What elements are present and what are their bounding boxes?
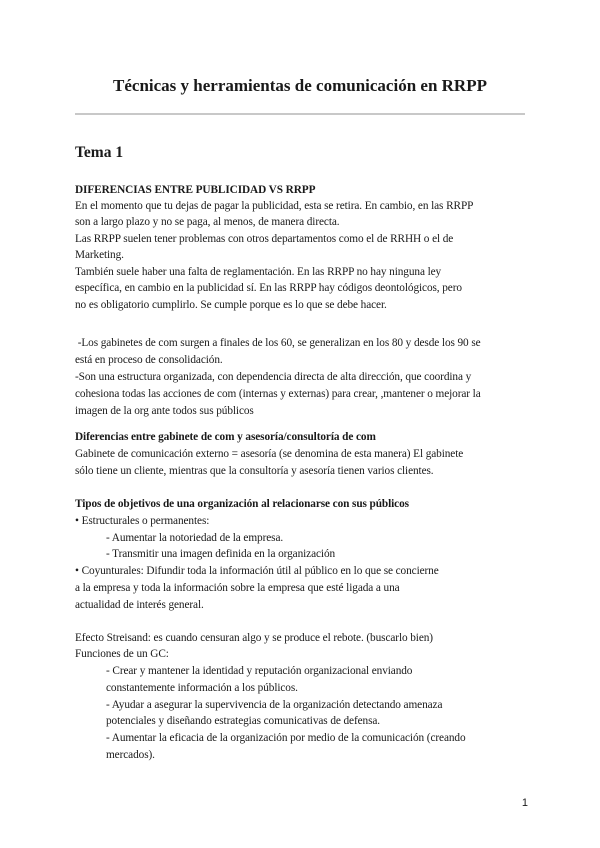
paragraph-line: a la empresa y toda la información sobre la empresa que esté ligada a una xyxy=(75,582,400,594)
paragraph-line: imagen de la org ante todos sus públicos xyxy=(75,405,254,417)
page-number: 1 xyxy=(521,797,528,809)
subsection-heading: Diferencias entre gabinete de com y asesoría/consultoría de com xyxy=(75,431,376,443)
paragraph-line: constantemente información a los públicos. xyxy=(106,682,298,694)
sub-list-item: - Ayudar a asegurar la supervivencia de la organización detectando amenaza xyxy=(106,699,443,711)
paragraph-line: -Son una estructura organizada, con dependencia directa de alta dirección, que coordina y xyxy=(75,371,472,383)
subsection-heading: DIFERENCIAS ENTRE PUBLICIDAD VS RRPP xyxy=(75,184,316,196)
paragraph-line: Gabinete de comunicación externo = asesoría (se denomina de esta manera) El gabinete xyxy=(75,448,464,460)
paragraph-line: -Los gabinetes de com surgen a finales de los 60, se generalizan en los 80 y desde los 90 se xyxy=(75,337,481,349)
paragraph-line: Funciones de un GC: xyxy=(75,648,169,660)
sub-list-item: - Crear y mantener la identidad y reputación organizacional enviando xyxy=(106,665,413,677)
paragraph-line: cohesiona todas las acciones de com (internas y externas) para crear, ,mantener o mejorar la xyxy=(75,388,481,400)
paragraph-line: Efecto Streisand: es cuando censuran algo y se produce el rebote. (buscarlo bien) xyxy=(75,632,433,644)
sub-list-item: - Transmitir una imagen definida en la organización xyxy=(106,548,336,560)
paragraph-line: sólo tiene un cliente, mientras que la consultoría y asesoría tienen varios clientes. xyxy=(75,465,434,477)
title-divider xyxy=(75,113,525,115)
paragraph-line: está en proceso de consolidación. xyxy=(75,354,223,366)
sub-list-item: - Aumentar la eficacia de la organización por medio de la comunicación (creando xyxy=(106,732,466,744)
paragraph-line: También suele haber una falta de reglamentación. En las RRPP no hay ninguna ley xyxy=(75,266,442,278)
paragraph-line: Marketing. xyxy=(75,249,124,261)
paragraph-line: son a largo plazo y no se paga, al menos, de manera directa. xyxy=(75,216,340,228)
bullet-item: • Coyunturales: Difundir toda la información útil al público en lo que se concierne xyxy=(75,565,439,577)
paragraph-line: potenciales y diseñando estrategias comunicativas de defensa. xyxy=(106,715,381,727)
bullet-item: • Estructurales o permanentes: xyxy=(75,515,210,527)
paragraph-line: En el momento que tu dejas de pagar la publicidad, esta se retira. En cambio, en las RRPP xyxy=(75,200,474,212)
document-title: Técnicas y herramientas de comunicación en RRPP xyxy=(113,76,487,95)
paragraph-line: mercados). xyxy=(106,749,155,761)
paragraph-line: Las RRPP suelen tener problemas con otros departamentos como el de RRHH o el de xyxy=(75,233,454,245)
sub-list-item: - Aumentar la notoriedad de la empresa. xyxy=(106,532,284,544)
subsection-heading: Tipos de objetivos de una organización al relacionarse con sus públicos xyxy=(75,498,409,510)
paragraph-line: no es obligatorio cumplirlo. Se cumple porque es lo que se debe hacer. xyxy=(75,299,387,311)
paragraph-line: actualidad de interés general. xyxy=(75,599,204,611)
paragraph-line: específica, en cambio en la publicidad sí. En las RRPP hay códigos deontológicos, pero xyxy=(75,282,462,294)
section-heading: Tema 1 xyxy=(75,144,124,161)
